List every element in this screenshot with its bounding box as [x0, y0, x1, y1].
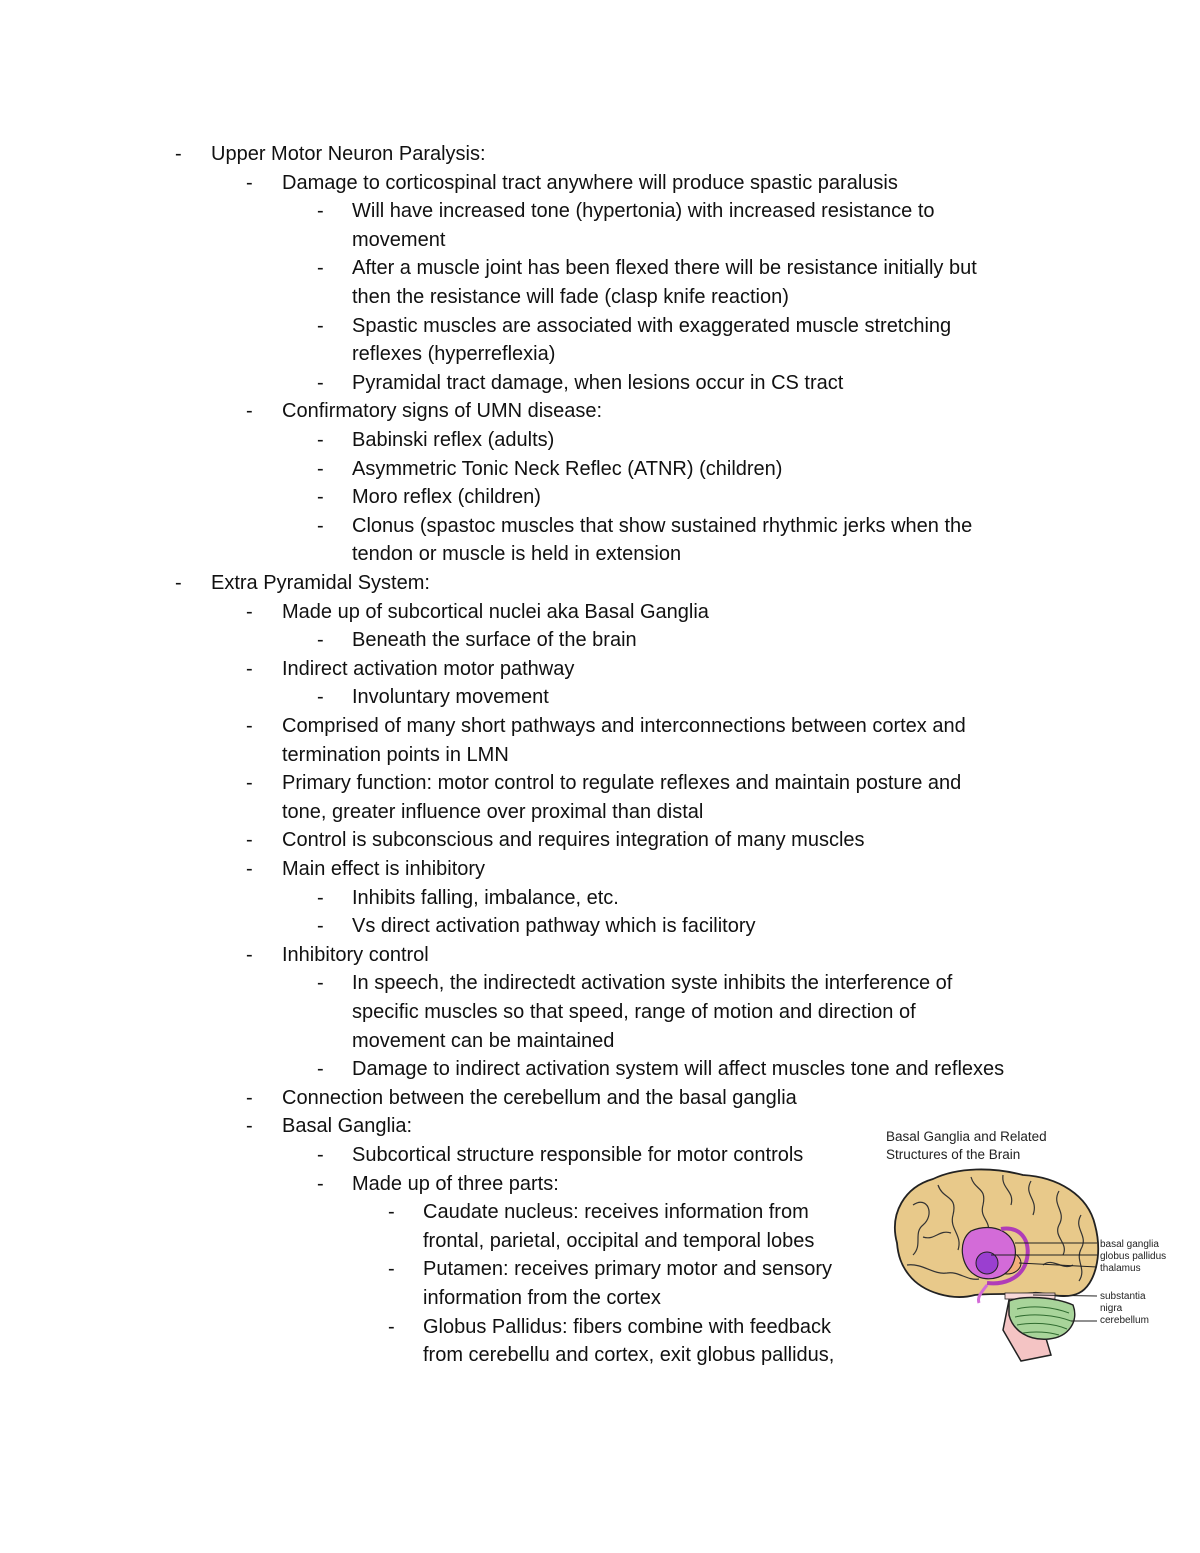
outline-item-continuation: information from the cortex — [423, 1287, 661, 1309]
outline-item-level-1: Primary function: motor control to regulate reflexes and maintain posture and — [282, 772, 962, 795]
bullet-dash: - — [175, 143, 182, 165]
bullet-dash: - — [317, 371, 324, 394]
outline-item-level-2: Inhibits falling, imbalance, etc. — [352, 886, 619, 909]
outline-item-continuation: movement can be maintained — [352, 1029, 615, 1052]
bullet-dash: - — [317, 915, 324, 938]
outline-item-continuation: tendon or muscle is held in extension — [352, 543, 682, 566]
outline-item-level-2: Moro reflex (children) — [352, 486, 541, 509]
bullet-dash: - — [246, 715, 253, 737]
outline-item-level-0: Upper Motor Neuron Paralysis: — [211, 143, 486, 165]
bullet-dash: - — [246, 772, 253, 795]
bullet-dash: - — [246, 943, 253, 966]
figure-title-line-1: Basal Ganglia and Related — [886, 1129, 1047, 1144]
outline-item-level-2: In speech, the indirectedt activation syste inhibits the interference of — [352, 972, 953, 995]
outline-item-level-2: Subcortical structure responsible for motor controls — [352, 1144, 804, 1166]
bullet-dash: - — [246, 858, 253, 880]
bullet-dash: - — [246, 400, 253, 423]
bullet-dash: - — [317, 314, 324, 337]
bullet-dash: - — [246, 1086, 253, 1109]
bullet-dash: - — [246, 171, 253, 194]
outline-item-level-3: Globus Pallidus: fibers combine with feedback — [423, 1315, 831, 1338]
outline-item-level-2: Pyramidal tract damage, when lesions occur in CS tract — [352, 371, 844, 394]
outline-item-continuation: frontal, parietal, occipital and temporal lobes — [423, 1229, 815, 1252]
outline-item-level-1: Damage to corticospinal tract anywhere will produce spastic paralusis — [282, 171, 898, 194]
bullet-dash: - — [388, 1258, 395, 1281]
basal-ganglia-figure — [883, 1125, 1183, 1365]
outline-item-continuation: from cerebellu and cortex, exit globus pallidus, — [423, 1344, 835, 1367]
outline-item-level-2: Will have increased tone (hypertonia) with increased resistance to — [352, 200, 935, 223]
outline-item-continuation: tone, greater influence over proximal than distal — [282, 800, 704, 823]
outline-item-level-1: Confirmatory signs of UMN disease: — [282, 400, 603, 423]
bullet-dash: - — [317, 429, 324, 451]
bullet-dash: - — [317, 1058, 324, 1081]
label-cerebellum: cerebellum — [1100, 1315, 1149, 1326]
label-nigra: nigra — [1100, 1303, 1123, 1314]
bullet-dash: - — [317, 686, 324, 709]
outline-item-continuation: reflexes (hyperreflexia) — [352, 343, 556, 366]
outline-item-level-1: Connection between the cerebellum and the basal ganglia — [282, 1086, 797, 1109]
bullet-dash: - — [246, 1115, 253, 1138]
outline-item-level-1: Indirect activation motor pathway — [282, 657, 575, 680]
outline-item-continuation: specific muscles so that speed, range of motion and direction of — [352, 1001, 916, 1023]
bullet-dash: - — [317, 886, 324, 909]
outline-item-continuation: termination points in LMN — [282, 743, 509, 766]
bullet-dash: - — [317, 972, 324, 995]
label-thalamus: thalamus — [1100, 1263, 1141, 1274]
label-substantia: substantia — [1100, 1291, 1146, 1302]
outline-item-level-2: Clonus (spastoc muscles that show sustained rhythmic jerks when the — [352, 514, 973, 537]
label-globus-pallidus: globus pallidus — [1100, 1251, 1167, 1262]
bullet-dash: - — [388, 1201, 395, 1224]
bullet-dash: - — [246, 829, 253, 852]
outline-item-level-1: Control is subconscious and requires integration of many muscles — [282, 829, 865, 852]
bullet-dash: - — [317, 1172, 324, 1195]
outline-item-continuation: then the resistance will fade (clasp knife reaction) — [352, 286, 789, 308]
bullet-dash: - — [246, 657, 253, 680]
bullet-dash: - — [175, 572, 182, 594]
outline-item-level-2: Spastic muscles are associated with exaggerated muscle stretching — [352, 314, 952, 337]
outline-item-level-3: Putamen: receives primary motor and sensory — [423, 1258, 833, 1281]
outline-item-level-2: After a muscle joint has been flexed there will be resistance initially but — [352, 257, 977, 280]
brain-diagram — [883, 1125, 1183, 1365]
outline-item-level-1: Comprised of many short pathways and interconnections between cortex and — [282, 715, 966, 737]
outline-item-level-2: Damage to indirect activation system will affect muscles tone and reflexes — [352, 1058, 1005, 1081]
outline-item-level-2: Babinski reflex (adults) — [352, 429, 555, 451]
bullet-dash: - — [317, 629, 324, 652]
bullet-dash: - — [246, 600, 253, 623]
outline-item-level-2: Vs direct activation pathway which is facilitory — [352, 915, 756, 938]
bullet-dash: - — [317, 200, 324, 223]
bullet-dash: - — [317, 457, 324, 480]
bullet-dash: - — [317, 257, 324, 280]
outline-item-level-2: Involuntary movement — [352, 686, 549, 709]
bullet-dash: - — [388, 1315, 395, 1338]
outline-item-level-1: Basal Ganglia: — [282, 1115, 413, 1138]
outline-item-continuation: movement — [352, 228, 446, 251]
figure-title-line-2: Structures of the Brain — [886, 1147, 1021, 1162]
outline-item-level-2: Beneath the surface of the brain — [352, 629, 637, 652]
bullet-dash: - — [317, 486, 324, 509]
outline-item-level-2: Asymmetric Tonic Neck Reflec (ATNR) (children) — [352, 457, 783, 480]
outline-item-level-1: Made up of subcortical nuclei aka Basal Ganglia — [282, 600, 709, 623]
outline-item-level-3: Caudate nucleus: receives information from — [423, 1201, 809, 1224]
outline-item-level-2: Made up of three parts: — [352, 1172, 559, 1195]
outline-item-level-1: Main effect is inhibitory — [282, 858, 486, 880]
label-basal-ganglia: basal ganglia — [1100, 1239, 1159, 1250]
bullet-dash: - — [317, 514, 324, 537]
bullet-dash: - — [317, 1144, 324, 1166]
outline-item-level-1: Inhibitory control — [282, 943, 429, 966]
outline-item-level-0: Extra Pyramidal System: — [211, 572, 430, 594]
